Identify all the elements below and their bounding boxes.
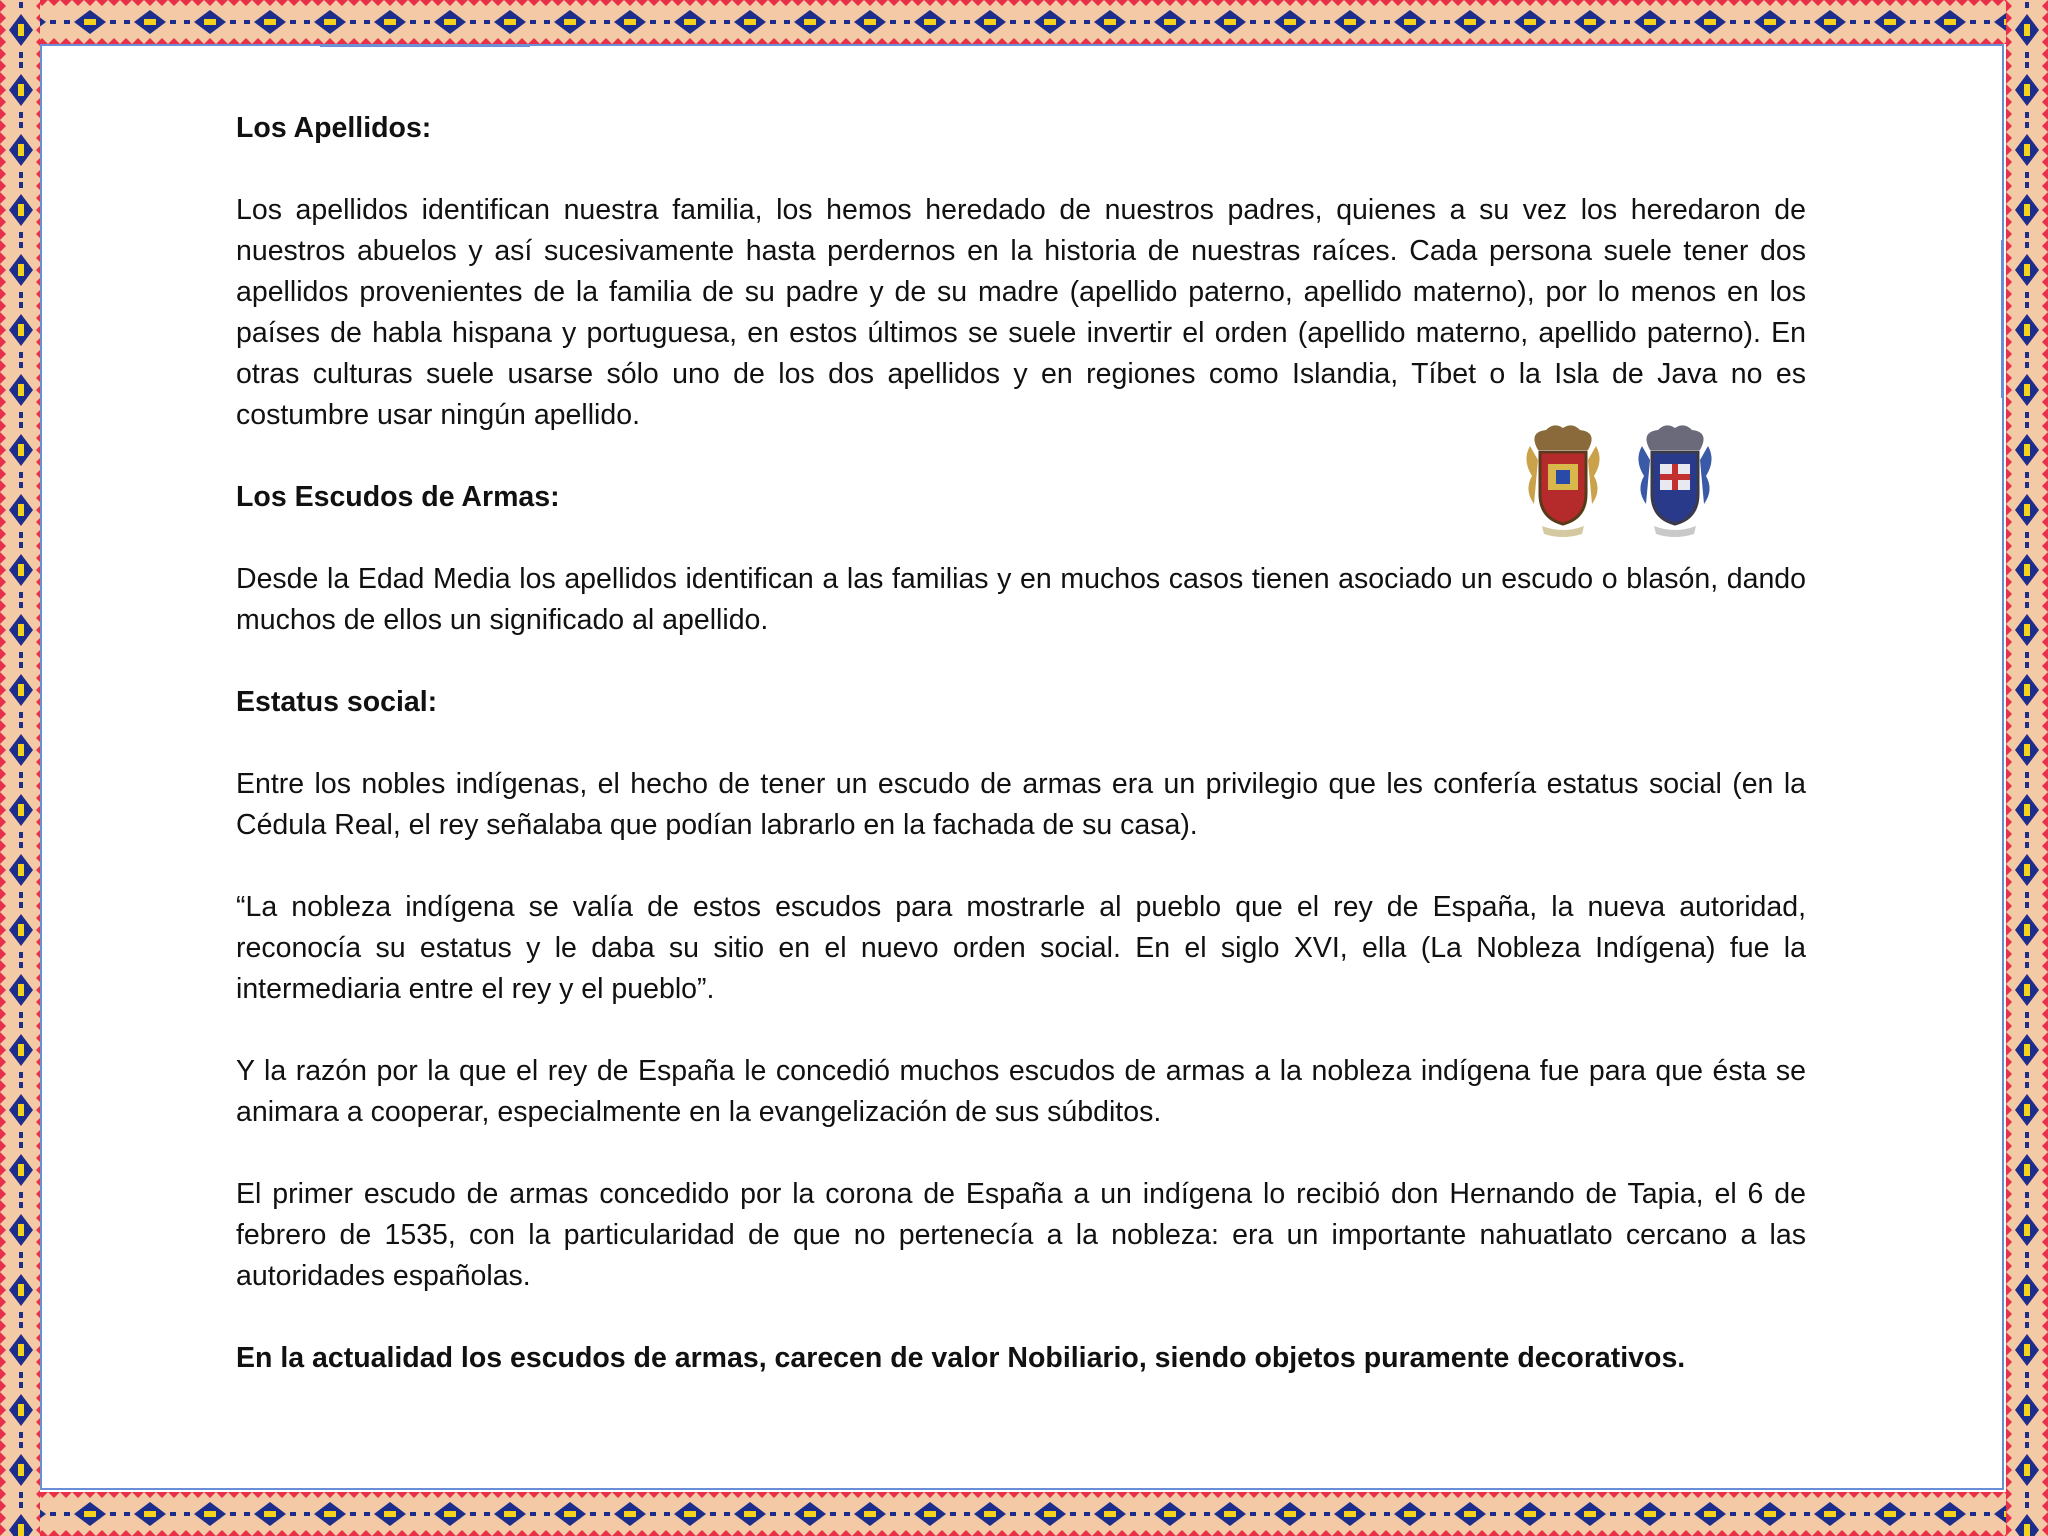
paragraph-estatus-1: Entre los nobles indígenas, el hecho de tener un escudo de armas era un privilegio que les confería estatus social (en la Cédula Real, el rey señalaba que podían labrarlo en la fachada de su casa). xyxy=(236,768,1806,841)
paragraph-estatus-4: El primer escudo de armas concedido por la corona de España a un indígena lo recibió don Hernando de Tapia, el 6 de febrero de 1535, con la particularidad de que no pertenecía a la nobleza: era un importante nahuatlato cercano a las autoridades españolas. xyxy=(236,1178,1806,1292)
paragraph-estatus-quote: “La nobleza indígena se valía de estos escudos para mostrarle al pueblo que el rey de España, la nueva autoridad, reconocía su estatus y le daba su sitio en el nuevo orden social. En el siglo XVI, ella (La Nobleza Indígena) fue la intermediaria entre el rey y el pueblo”. xyxy=(236,891,1806,1005)
paragraph-estatus-3: Y la razón por la que el rey de España le concedió muchos escudos de armas a la nobleza indígena fue para que ésta se animara a cooperar, especialmente en la evangelización de sus súbditos. xyxy=(236,1055,1806,1128)
paragraph-apellidos: Los apellidos identifican nuestra familia, los hemos heredado de nuestros padres, quienes a su vez los heredaron de nuestros abuelos y así sucesivamente hasta perdernos en la historia de nuestras raíces. Cada persona suele tener dos apellidos provenientes de la familia de su padre y de su madre (apellido paterno, apellido materno), por lo menos en los países de habla hispana y portuguesa, en estos últimos se suele invertir el orden (apellido materno, apellido paterno). En otras culturas suele usarse sólo uno de los dos apellidos y en regiones como Islandia, Tíbet o la Isla de Java no es costumbre usar ningún apellido. xyxy=(236,194,1806,431)
decorative-border-left xyxy=(0,0,40,1536)
frame-accent-line xyxy=(320,44,530,47)
closing-statement: En la actualidad los escudos de armas, carecen de valor Nobiliario, siendo objetos puramente decorativos. xyxy=(236,1342,1686,1374)
decorative-border-bottom xyxy=(0,1492,2048,1536)
section-heading-apellidos: Los Apellidos: xyxy=(236,112,432,144)
decorative-border-top xyxy=(0,0,2048,44)
paragraph-escudos: Desde la Edad Media los apellidos identifican a las familias y en muchos casos tienen asociado un escudo o blasón, dando muchos de ellos un significado al apellido. xyxy=(236,563,1806,636)
document-body xyxy=(236,108,1806,1379)
section-heading-escudos: Los Escudos de Armas: xyxy=(236,481,560,513)
right-edge-rule xyxy=(2001,240,2003,398)
decorative-border-right xyxy=(2006,0,2048,1536)
section-heading-estatus: Estatus social: xyxy=(236,686,438,718)
